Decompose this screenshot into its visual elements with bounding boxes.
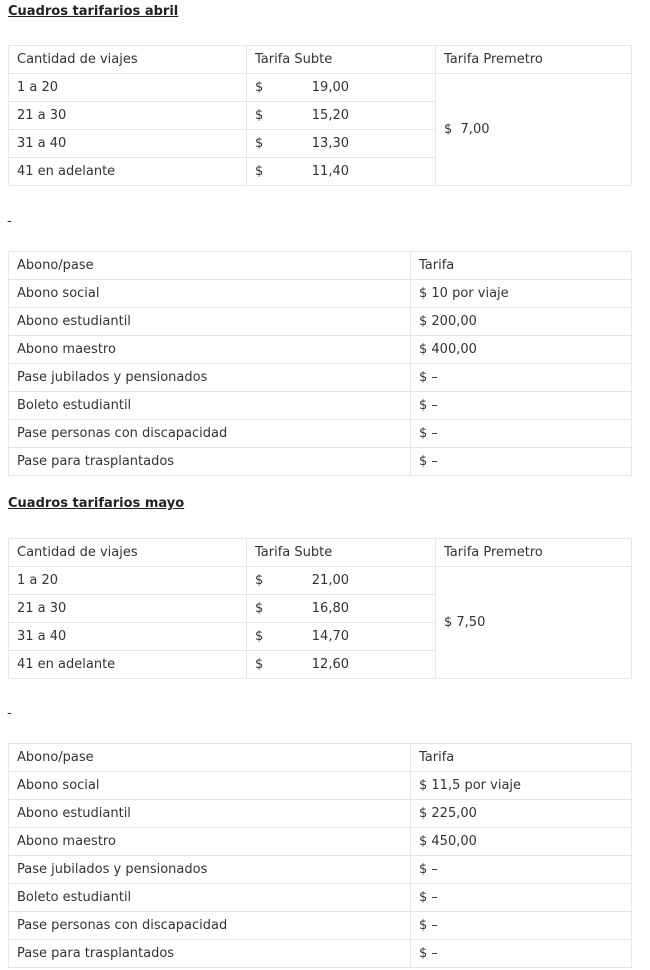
abono-tarifa-cell: $ – <box>411 912 632 940</box>
table-row <box>9 856 632 884</box>
trips-cell: 1 a 20 <box>9 567 247 595</box>
header-cell: Cantidad de viajes <box>9 46 247 74</box>
header-cell: Abono/pase <box>9 744 411 772</box>
abono-name-cell: Pase para trasplantados <box>9 448 411 476</box>
currency-sign: $ <box>255 163 264 179</box>
abono-table-abril <box>8 251 632 476</box>
subte-fare-cell <box>247 74 436 102</box>
fare-table-abril <box>8 45 632 186</box>
fare-table-mayo <box>8 538 632 679</box>
subte-fare-cell <box>247 158 436 186</box>
trips-cell: 1 a 20 <box>9 74 247 102</box>
fare-amount: 19,00 <box>311 79 349 95</box>
abono-tarifa-cell: $ – <box>411 364 632 392</box>
table-header-row <box>9 539 632 567</box>
table-row <box>9 800 632 828</box>
table-row <box>9 280 632 308</box>
currency-sign: $ <box>255 79 264 95</box>
abono-name-cell: Pase personas con discapacidad <box>9 420 411 448</box>
fare-amount: 15,20 <box>311 107 349 123</box>
separator-dash: - <box>7 214 12 229</box>
abono-tarifa-cell: $ 10 por viaje <box>411 280 632 308</box>
table-row <box>9 308 632 336</box>
abono-name-cell: Abono estudiantil <box>9 800 411 828</box>
subte-fare-cell <box>247 130 436 158</box>
abono-name-cell: Abono maestro <box>9 336 411 364</box>
trips-cell: 41 en adelante <box>9 158 247 186</box>
table-row <box>9 392 632 420</box>
fare-amount: 11,40 <box>311 163 349 179</box>
fare-amount: 21,00 <box>311 572 349 588</box>
abono-tarifa-cell: $ 200,00 <box>411 308 632 336</box>
table-row <box>9 912 632 940</box>
abono-tarifa-cell: $ – <box>411 856 632 884</box>
trips-cell: 21 a 30 <box>9 102 247 130</box>
table-row <box>9 336 632 364</box>
table-row <box>9 940 632 968</box>
table-row <box>9 772 632 800</box>
table-row <box>9 448 632 476</box>
abono-tarifa-cell: $ – <box>411 420 632 448</box>
table-row <box>9 567 632 595</box>
abono-name-cell: Boleto estudiantil <box>9 884 411 912</box>
abono-tarifa-cell: $ – <box>411 884 632 912</box>
header-cell: Tarifa <box>411 252 632 280</box>
table-row <box>9 364 632 392</box>
abono-tarifa-cell: $ – <box>411 448 632 476</box>
premetro-fare-cell: $ 7,50 <box>436 567 632 679</box>
abono-name-cell: Abono maestro <box>9 828 411 856</box>
abono-table-mayo <box>8 743 632 968</box>
section-title-mayo: Cuadros tarifarios mayo <box>8 496 185 511</box>
currency-sign: $ <box>255 135 264 151</box>
header-cell: Tarifa <box>411 744 632 772</box>
trips-cell: 31 a 40 <box>9 623 247 651</box>
abono-name-cell: Boleto estudiantil <box>9 392 411 420</box>
fare-amount: 14,70 <box>311 628 349 644</box>
subte-fare-cell <box>247 623 436 651</box>
currency-sign: $ <box>255 600 264 616</box>
table-row <box>9 884 632 912</box>
fare-amount: 12,60 <box>311 656 349 672</box>
table-row <box>9 828 632 856</box>
abono-name-cell: Abono estudiantil <box>9 308 411 336</box>
header-cell: Tarifa Premetro <box>436 46 632 74</box>
table-row <box>9 420 632 448</box>
abono-name-cell: Abono social <box>9 280 411 308</box>
currency-sign: $ <box>255 572 264 588</box>
header-cell: Abono/pase <box>9 252 411 280</box>
subte-fare-cell <box>247 102 436 130</box>
premetro-fare-cell: $ 7,00 <box>436 74 632 186</box>
header-cell: Tarifa Subte <box>247 46 436 74</box>
table-header-row <box>9 252 632 280</box>
abono-tarifa-cell: $ 11,5 por viaje <box>411 772 632 800</box>
abono-tarifa-cell: $ – <box>411 940 632 968</box>
header-cell: Cantidad de viajes <box>9 539 247 567</box>
section-title-abril: Cuadros tarifarios abril <box>8 4 179 19</box>
abono-name-cell: Pase jubilados y pensionados <box>9 856 411 884</box>
separator-dash: - <box>7 706 12 721</box>
table-row <box>9 74 632 102</box>
table-header-row <box>9 46 632 74</box>
currency-sign: $ <box>255 107 264 123</box>
trips-cell: 41 en adelante <box>9 651 247 679</box>
abono-name-cell: Pase para trasplantados <box>9 940 411 968</box>
table-header-row <box>9 744 632 772</box>
subte-fare-cell <box>247 567 436 595</box>
trips-cell: 31 a 40 <box>9 130 247 158</box>
abono-name-cell: Pase personas con discapacidad <box>9 912 411 940</box>
subte-fare-cell <box>247 595 436 623</box>
abono-tarifa-cell: $ – <box>411 392 632 420</box>
fare-amount: 13,30 <box>311 135 349 151</box>
abono-name-cell: Pase jubilados y pensionados <box>9 364 411 392</box>
currency-sign: $ <box>255 628 264 644</box>
fare-amount: 16,80 <box>311 600 349 616</box>
abono-tarifa-cell: $ 400,00 <box>411 336 632 364</box>
trips-cell: 21 a 30 <box>9 595 247 623</box>
abono-name-cell: Abono social <box>9 772 411 800</box>
header-cell: Tarifa Premetro <box>436 539 632 567</box>
abono-tarifa-cell: $ 450,00 <box>411 828 632 856</box>
header-cell: Tarifa Subte <box>247 539 436 567</box>
currency-sign: $ <box>255 656 264 672</box>
abono-tarifa-cell: $ 225,00 <box>411 800 632 828</box>
subte-fare-cell <box>247 651 436 679</box>
